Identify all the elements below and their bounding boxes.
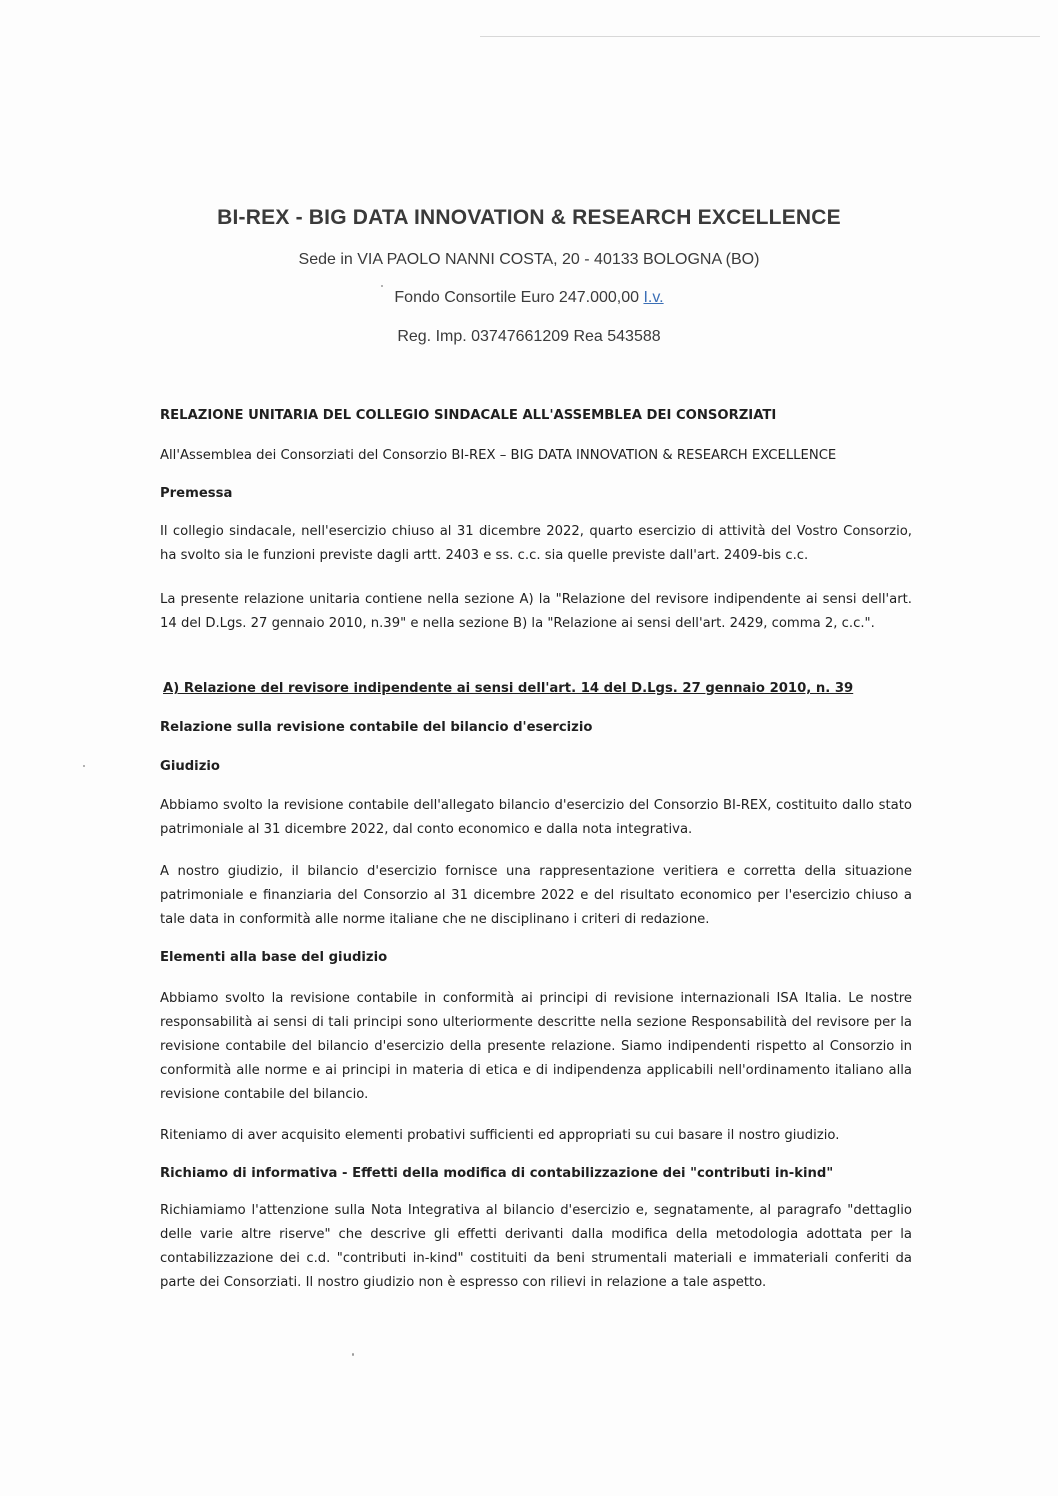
company-title: BI-REX - BIG DATA INNOVATION & RESEARCH EXCELLENCE xyxy=(217,206,841,229)
giudizio-paragraph-2: A nostro giudizio, il bilancio d'esercizio fornisce una rappresentazione veritiera e corretta della situazione patrimoniale e finanziaria del Consorzio al 31 dicembre 2022 e del risultato economico per l'esercizio chiuso a tale data in conformità alle norme italiane che ne disciplinano i criteri di redazione. xyxy=(160,864,912,927)
company-registration: Reg. Imp. 03747661209 Rea 543588 xyxy=(397,328,661,345)
company-address: Sede in VIA PAOLO NANNI COSTA, 20 - 40133 BOLOGNA (BO) xyxy=(298,251,760,268)
richiamo-paragraph-1: Richiamiamo l'attenzione sulla Nota Integrativa al bilancio d'esercizio e, segnatamente, al paragrafo "dettaglio delle varie altre riserve" che descrive gli effetti derivanti dalla modifica della metodologia adottata per la contabilizzazione dei c.d. "contributi in-kind" costituiti da beni strumentali materiali e immateriali conferiti da parte dei Consorziati. Il nostro giudizio non è espresso con rilievi in relazione a tale aspetto. xyxy=(160,1203,912,1290)
giudizio-heading: Giudizio xyxy=(160,759,220,774)
premessa-paragraph-2: La presente relazione unitaria contiene nella sezione A) la "Relazione del revisore indipendente ai sensi dell'art. 14 del D.Lgs. 27 gennaio 2010, n.39" e nella sezione B) la "Relazione ai sensi dell'art. 2429, comma 2, c.c.". xyxy=(160,592,912,631)
addressee: All'Assemblea dei Consorziati del Consorzio BI-REX – BIG DATA INNOVATION & RESEARCH EXCELLENCE xyxy=(160,448,837,463)
scan-speck xyxy=(352,1353,354,1356)
capital-amount: Fondo Consortile Euro 247.000,00 xyxy=(394,289,639,306)
giudizio-paragraph-1: Abbiamo svolto la revisione contabile dell'allegato bilancio d'esercizio del Consorzio BI-REX, costituito dallo stato patrimoniale al 31 dicembre 2022, dal conto economico e dalla nota integrativa. xyxy=(160,798,912,837)
scan-speck xyxy=(381,285,383,287)
premessa-paragraph-1: Il collegio sindacale, nell'esercizio chiuso al 31 dicembre 2022, quarto esercizio di attività del Vostro Consorzio, ha svolto sia le funzioni previste dagli artt. 2403 e ss. c.c. sia quelle previste dall'art. 2409-bis c.c. xyxy=(160,524,912,563)
elementi-heading: Elementi alla base del giudizio xyxy=(160,950,388,965)
section-a-heading: A) Relazione del revisore indipendente ai sensi dell'art. 14 del D.Lgs. 27 gennaio 2010, n. 39 xyxy=(163,681,854,696)
company-capital xyxy=(0,289,1058,307)
richiamo-heading: Richiamo di informativa - Effetti della modifica di contabilizzazione dei "contributi in-kind" xyxy=(160,1166,834,1181)
capital-lv-link[interactable]: I.v. xyxy=(643,289,664,306)
elementi-paragraph-1: Abbiamo svolto la revisione contabile in conformità ai principi di revisione internazionali ISA Italia. Le nostre responsabilità ai sensi di tali principi sono ulteriormente descritte nella sezione Responsabilità del revisore per la revisione contabile del bilancio d'esercizio della presente relazione. Siamo indipendenti rispetto al Consorzio in conformità alle norme e ai principi in materia di etica e di indipendenza applicabili nell'ordinamento italiano alla revisione contabile del bilancio. xyxy=(160,991,912,1102)
elementi-paragraph-2: Riteniamo di aver acquisito elementi probativi sufficienti ed appropriati su cui basare il nostro giudizio. xyxy=(160,1128,840,1143)
scan-artifact-line xyxy=(480,36,1040,37)
premessa-heading: Premessa xyxy=(160,486,233,501)
revisione-heading: Relazione sulla revisione contabile del bilancio d'esercizio xyxy=(160,720,593,735)
scan-speck xyxy=(83,765,85,767)
report-title: RELAZIONE UNITARIA DEL COLLEGIO SINDACALE ALL'ASSEMBLEA DEI CONSORZIATI xyxy=(160,408,777,423)
